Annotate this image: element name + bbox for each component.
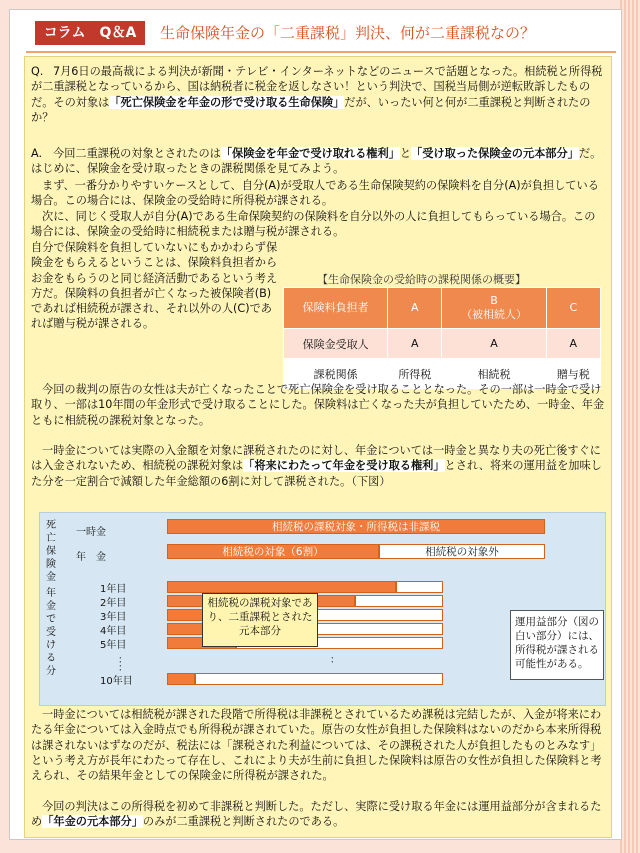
year-label: 10年目 [100,676,133,687]
column-tag: コラム Q＆A [35,21,145,45]
table-cell: A [388,288,442,329]
ellipsis-mark: ： [118,655,128,666]
table-cell: 相続税 [442,359,546,389]
diagram-label-pension: 年金で受ける分 [46,588,56,677]
answer-paragraph-2: まず、一番分かりやすいケースとして、自分(A)が受取人である生命保険契約の保険料を自分(A)が負担している場合。この場合には、保険金の受給時に所得税が課される。 [31,179,599,208]
answer-paragraph-4: 自分で保険料を負担していないにもかかわらず保険金をもらえるということは、保険料負担者からお金をもらうのと同じ経済活動であるという考え方だ。保険料の負担者が亡くなった被保険者(B)であれば相続税が課され、それ以外の人(C)であれば贈与税が課される。 [31,241,278,331]
tax-relation-table [283,287,601,389]
table-cell: 課税関係 [284,359,388,389]
answer-paragraph-6 [31,443,606,489]
row-label-pension: 年 金 [76,552,106,563]
table-title: 【生命保険金の受給時の課税関係の概要】 [317,273,526,286]
answer-paragraph-3: 次に、同じく受取人が自分(A)である生命保険契約の保険料を自分以外の人に負担してもらっている場合。この場合には、保険金の受給時に相続税または贈与税が課される。 [31,210,596,239]
year-label: 3年目 [100,612,127,623]
diagram-label-lump: 死亡保険金 [46,520,56,583]
table-cell: A [442,329,546,359]
bar-pension-untaxed: 相続税の対象外 [379,544,545,559]
year-bar-gain [195,673,443,685]
answer-highlight-3: 「将来にわたって年金を受け取る権利」 [243,459,445,473]
ellipsis-mark: ： [330,655,340,666]
year-bar-principal [167,581,396,593]
answer-text: 今回二重課税の対象とされたのは [53,147,221,160]
year-label: 2年目 [100,598,127,609]
table-cell: 保険料負担者 [284,288,388,329]
table-cell: 保険金受取人 [284,329,388,359]
callout-gain: 運用益部分（図の白い部分）には、所得税が課される可能性がある。 [510,610,604,680]
answer-paragraph-5: 今回の裁判の原告の女性は夫が亡くなったことで死亡保険金を受け取ることとなった。その一部は一時金で受け取り、一部は10年間の年金形式で受け取ることにした。保険料は亡くなった夫が負担していたため、一時金、年金ともに相続税の課税対象となった。 [31,383,605,427]
pension-diagram [39,512,606,706]
decorative-stripe [620,0,640,853]
year-bar-gain [396,581,443,593]
table-cell: A [388,329,442,359]
callout-principal: 相続税の課税対象であり、二重課税とされた元本部分 [202,593,318,647]
year-label: 4年目 [100,626,127,637]
answer-text: のみが二重課税と判断されたのである。 [142,815,345,829]
header [10,18,621,48]
bar-pension-taxed: 相続税の対象（6割） [167,544,379,559]
table-cell: 贈与税 [546,359,600,389]
question-paragraph [31,64,606,125]
answer-label: A. [31,147,43,160]
year-bar-principal [167,673,195,685]
answer-text: とされ、将来の運用益を加味した分を一定割合で減額した年金総額の6割に対して課税された。（下図） [31,459,602,488]
page [9,9,622,840]
table-row [284,288,601,329]
table-row [284,329,601,359]
year-bar-gain [313,609,443,621]
bar-lump-sum: 相続税の課税対象・所得税は非課税 [167,519,545,534]
answer-text: 一時金については実際の入金額を対象に課税されたのに対し、年金については一時金と異なり夫の死亡後すぐには入金されないため、相続税の課税対象は [31,444,601,473]
question-label: Q. [31,65,44,78]
answer-paragraph-7: 一時金については相続税が課された段階で所得税は非課税とされているため課税は完結したが、入金が将来にわたる年金については入金時点でも所得税が課されていた。原告の女性が負担した保険料はないのだから本来所得税は課されないはずなのだが、税法には「課税された利益については、その課税された人が負担したものとみなす」という考え方が長年にわたって存在し、これにより夫が生前に負担した保険料は原告の女性が負担した保険料と考えられ、その結果年金としての保険金に所得税が課された。 [31,708,602,783]
answer-text: 今回の判決はこの所得税を初めて非課税と判断した。ただし、実際に受け取る年金には運用益部分が含まれるため [31,800,602,829]
answer-text: と [399,147,412,160]
year-label: 5年目 [100,640,127,651]
table-cell: 所得税 [388,359,442,389]
question-text-2: だが、いったい何と何が二重課税と判断されたのか？ [31,95,591,124]
year-label: 1年目 [100,584,127,595]
answer-paragraph-1 [31,146,606,177]
row-label-lump: 一時金 [76,527,106,538]
table-cell: B （被相続人） [442,288,546,329]
answer-highlight-4: 「年金の元本部分」 [42,815,143,829]
question-text-1: 7月6日の最高裁による判決が新聞・テレビ・インターネットなどのニュースで話題となった。相続税と所得税が二重課税となっているから、国は納税者に税金を返しなさい！という判決で、国税当局側が逆転敗訴したものだ。その対象は [31,65,603,109]
answer-highlight-2: 「受け取った保険金の元本部分」 [411,147,579,160]
year-bar-gain [355,595,443,607]
table-cell: C [546,288,600,329]
answer-paragraph-8 [31,799,606,830]
header-divider [26,51,616,53]
ellipsis-mark: ： [118,663,128,674]
answer-highlight-1: 「保険金を年金で受け取れる権利」 [220,147,400,160]
question-highlight: 「死亡保険金を年金の形で受け取る生命保険」 [109,95,345,109]
answer-text: だ。はじめに、保険金を受け取ったときの課税関係を見てみよう。 [31,147,602,176]
article-body [24,56,612,838]
table-cell: A [546,329,600,359]
page-title: 生命保険年金の「二重課税」判決、何が二重課税なの？ [160,24,536,42]
